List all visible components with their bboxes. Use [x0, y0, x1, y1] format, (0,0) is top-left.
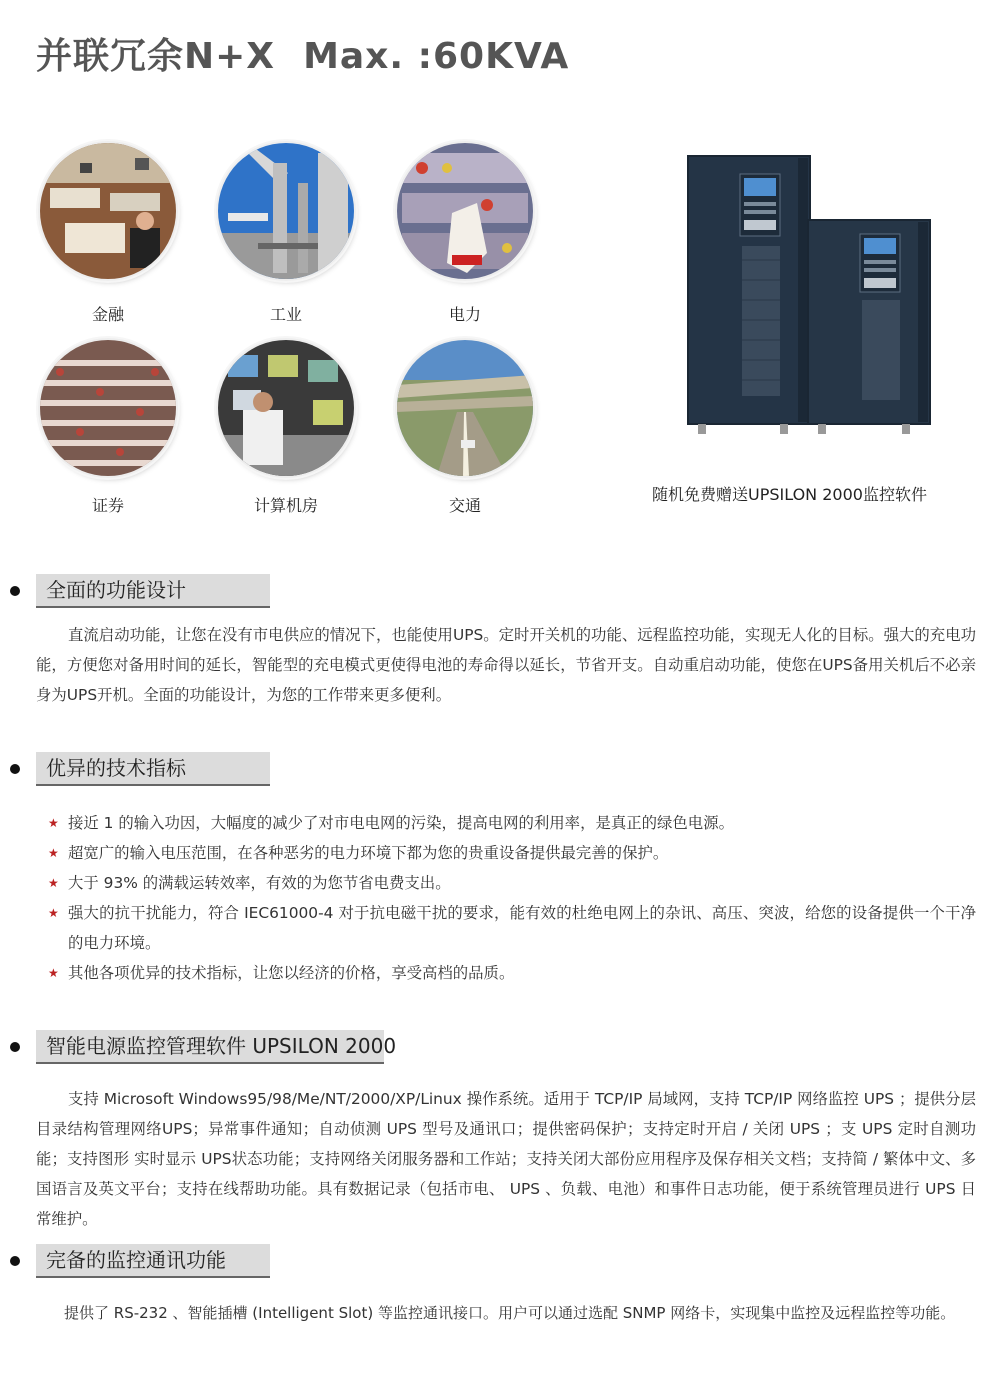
list-item: ★ 强大的抗干扰能力，符合 IEC61000-4 对于抗电磁干扰的要求，能有效的杜绝电网上的杂讯、高压、突波，给您的设备提供一个干净的电力环境。	[36, 898, 976, 958]
bullet-icon	[10, 586, 20, 596]
specs-list	[36, 808, 976, 988]
industry-label-finance: 金融	[91, 305, 124, 324]
highway-overpass-image	[397, 340, 533, 476]
computer-room-image	[218, 340, 354, 476]
software-paragraph: 支持 Microsoft Windows95/98/Me/NT/2000/XP/Linux 操作系统。适用于 TCP/IP 局域网，支持 TCP/IP 网络监控 UPS ；提供分层目录结构管理网络UPS；异常事件通知；自动侦测 UPS 型号及通讯口；提供密码保护；支持定时开启 / 关闭 UPS ；支 UPS 定时自测功能；支持图形 实时显示 UPS状态功能；支持网络关闭服务器和工作站；支持关闭大部份应用程序及保存相关文档；支持简 / 繁体中文、多国语言及英文平台；支持在线帮助功能。具有数据记录（包括市电、 UPS 、负载、电池）和事件日志功能，便于系统管理员进行 UPS 日常维护。	[36, 1090, 976, 1228]
product-caption: 随机免费赠送UPSILON 2000监控软件	[652, 485, 927, 504]
star-icon: ★	[48, 846, 59, 860]
industry-label-industry: 工业	[269, 305, 302, 324]
list-item: ★ 接近 1 的输入功因，大幅度的减少了对市电电网的污染，提高电网的利用率，是真正的绿色电源。	[36, 808, 976, 838]
power-equipment-image	[397, 143, 533, 279]
bullet-icon	[10, 764, 20, 774]
page-title	[36, 28, 569, 79]
bullet-icon	[10, 1042, 20, 1052]
list-item: ★ 超宽广的输入电压范围，在各种恶劣的电力环境下都为您的贵重设备提供最完善的保护。	[36, 838, 976, 868]
features-paragraph: 直流启动功能，让您在没有市电供应的情况下，也能使用UPS。定时开关机的功能、远程监控功能，实现无人化的目标。强大的充电功能，方便您对备用时间的延长，智能型的充电模式更使得电池的寿命得以延长，节省开支。自动重启动功能，使您在UPS备用关机后不必亲身为UPS开机。全面的功能设计，为您的工作带来更多便利。	[36, 626, 976, 704]
star-icon: ★	[48, 966, 59, 980]
industry-plant-image	[218, 143, 354, 279]
bullet-icon	[10, 1256, 20, 1266]
finance-office-image	[40, 143, 176, 279]
ups-product-image	[680, 150, 940, 450]
communication-paragraph: 提供了 RS-232 、智能插槽 (Intelligent Slot) 等监控通讯接口。用户可以通过选配 SNMP 网络卡，实现集中监控及远程监控等功能。	[64, 1304, 956, 1322]
section-heading-specs: 优异的技术指标	[36, 752, 270, 786]
section-heading-features: 全面的功能设计	[36, 574, 270, 608]
industry-label-transportation: 交通	[448, 496, 481, 515]
section-heading-communication: 完备的监控通讯功能	[36, 1244, 270, 1278]
star-icon: ★	[48, 876, 59, 890]
list-item: ★ 其他各项优异的技术指标，让您以经济的价格，享受高档的品质。	[36, 958, 976, 988]
list-item: ★ 大于 93% 的满载运转效率，有效的为您节省电费支出。	[36, 868, 976, 898]
industry-label-securities: 证券	[91, 496, 124, 515]
star-icon: ★	[48, 906, 59, 920]
industry-label-power: 电力	[448, 305, 481, 324]
securities-trading-floor-image	[40, 340, 176, 476]
industry-label-computer-room: 计算机房	[253, 496, 318, 515]
star-icon: ★	[48, 816, 59, 830]
section-heading-software: 智能电源监控管理软件 UPSILON 2000	[36, 1030, 384, 1064]
title-max-capacity: Max. :60KVA	[303, 36, 570, 77]
title-main: 并联冗余N+X	[36, 36, 276, 77]
